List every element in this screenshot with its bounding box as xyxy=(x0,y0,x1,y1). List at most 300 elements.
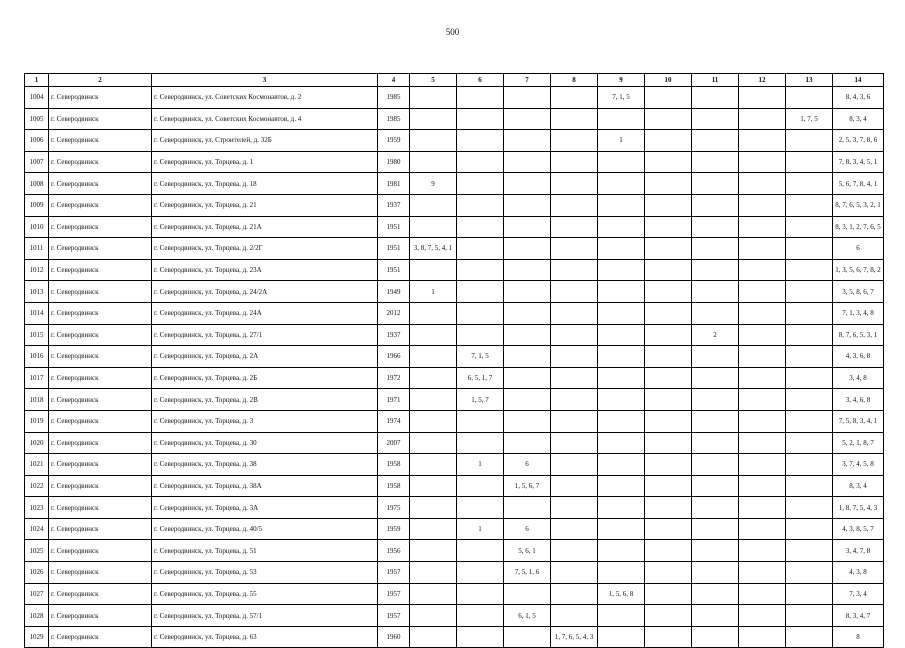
col-12-cell xyxy=(739,432,786,454)
col-5-cell: 3, 8, 7, 5, 4, 1 xyxy=(410,238,457,260)
column-header: 12 xyxy=(739,74,786,87)
col-9-cell: 1, 5, 6, 8 xyxy=(598,583,645,605)
col-6-cell xyxy=(457,87,504,109)
col-14-cell: 8 xyxy=(833,626,884,648)
col-9-cell xyxy=(598,475,645,497)
col-11-cell xyxy=(692,259,739,281)
col-7-cell xyxy=(504,497,551,519)
col-9-cell xyxy=(598,259,645,281)
table-row xyxy=(25,454,884,476)
col-5-cell xyxy=(410,432,457,454)
col-12-cell xyxy=(739,216,786,238)
col-11-cell xyxy=(692,626,739,648)
year-cell: 1958 xyxy=(378,454,410,476)
column-header: 2 xyxy=(49,74,152,87)
col-11-cell xyxy=(692,173,739,195)
col-8-cell xyxy=(551,518,598,540)
col-9-cell xyxy=(598,302,645,324)
table-row xyxy=(25,497,884,519)
col-12-cell xyxy=(739,194,786,216)
col-13-cell xyxy=(786,432,833,454)
col-9-cell xyxy=(598,324,645,346)
locality-cell: г. Северодвинск xyxy=(49,497,152,519)
col-13-cell xyxy=(786,194,833,216)
col-9-cell xyxy=(598,497,645,519)
address-cell: г. Северодвинск, ул. Торцева, д. 24/2А xyxy=(152,281,378,303)
col-10-cell xyxy=(645,432,692,454)
col-12-cell xyxy=(739,87,786,109)
col-9-cell xyxy=(598,410,645,432)
record-number-cell: 1012 xyxy=(25,259,49,281)
record-number-cell: 1020 xyxy=(25,432,49,454)
address-cell: г. Северодвинск, ул. Советских Космонавтов, д. 2 xyxy=(152,87,378,109)
address-cell: г. Северодвинск, ул. Торцева, д. 38 xyxy=(152,454,378,476)
table-row xyxy=(25,130,884,152)
col-13-cell xyxy=(786,281,833,303)
locality-cell: г. Северодвинск xyxy=(49,346,152,368)
address-cell: г. Северодвинск, ул. Торцева, д. 40/5 xyxy=(152,518,378,540)
col-8-cell xyxy=(551,367,598,389)
locality-cell: г. Северодвинск xyxy=(49,367,152,389)
locality-cell: г. Северодвинск xyxy=(49,238,152,260)
col-10-cell xyxy=(645,410,692,432)
year-cell: 1949 xyxy=(378,281,410,303)
table-row xyxy=(25,410,884,432)
col-9-cell xyxy=(598,346,645,368)
col-7-cell: 6, 1, 5 xyxy=(504,605,551,627)
col-10-cell xyxy=(645,346,692,368)
col-7-cell xyxy=(504,281,551,303)
col-13-cell xyxy=(786,497,833,519)
address-cell: г. Северодвинск, ул. Торцева, д. 18 xyxy=(152,173,378,195)
col-12-cell xyxy=(739,540,786,562)
col-6-cell: 6, 5, 1, 7 xyxy=(457,367,504,389)
col-5-cell xyxy=(410,605,457,627)
col-9-cell xyxy=(598,389,645,411)
address-cell: г. Северодвинск, ул. Торцева, д. 30 xyxy=(152,432,378,454)
col-8-cell xyxy=(551,454,598,476)
locality-cell: г. Северодвинск xyxy=(49,216,152,238)
record-number-cell: 1008 xyxy=(25,173,49,195)
col-11-cell xyxy=(692,410,739,432)
col-11-cell xyxy=(692,216,739,238)
col-14-cell: 8, 7, 6, 5, 3, 2, 1 xyxy=(833,194,884,216)
col-12-cell xyxy=(739,518,786,540)
col-7-cell: 1, 5, 6, 7 xyxy=(504,475,551,497)
table-row xyxy=(25,216,884,238)
col-9-cell xyxy=(598,540,645,562)
col-10-cell xyxy=(645,518,692,540)
col-8-cell xyxy=(551,562,598,584)
col-6-cell xyxy=(457,475,504,497)
col-6-cell xyxy=(457,583,504,605)
col-10-cell xyxy=(645,173,692,195)
col-13-cell xyxy=(786,367,833,389)
locality-cell: г. Северодвинск xyxy=(49,281,152,303)
col-7-cell: 5, 6, 1 xyxy=(504,540,551,562)
col-6-cell xyxy=(457,259,504,281)
col-7-cell: 7, 5, 1, 6 xyxy=(504,562,551,584)
col-5-cell: 1 xyxy=(410,281,457,303)
year-cell: 1960 xyxy=(378,626,410,648)
col-6-cell xyxy=(457,497,504,519)
col-10-cell xyxy=(645,108,692,130)
column-header: 10 xyxy=(645,74,692,87)
locality-cell: г. Северодвинск xyxy=(49,562,152,584)
year-cell: 1971 xyxy=(378,389,410,411)
table-row xyxy=(25,626,884,648)
record-number-cell: 1019 xyxy=(25,410,49,432)
col-12-cell xyxy=(739,583,786,605)
col-13-cell xyxy=(786,626,833,648)
table-row xyxy=(25,346,884,368)
year-cell: 1957 xyxy=(378,583,410,605)
col-6-cell xyxy=(457,562,504,584)
col-11-cell xyxy=(692,302,739,324)
year-cell: 1981 xyxy=(378,173,410,195)
col-10-cell xyxy=(645,324,692,346)
address-cell: г. Северодвинск, ул. Торцева, д. 1 xyxy=(152,151,378,173)
col-7-cell xyxy=(504,238,551,260)
col-8-cell xyxy=(551,432,598,454)
col-12-cell xyxy=(739,238,786,260)
col-14-cell: 3, 5, 8, 6, 7 xyxy=(833,281,884,303)
col-8-cell xyxy=(551,410,598,432)
col-11-cell xyxy=(692,346,739,368)
year-cell: 1958 xyxy=(378,475,410,497)
col-8-cell xyxy=(551,87,598,109)
locality-cell: г. Северодвинск xyxy=(49,173,152,195)
col-8-cell: 1, 7, 6, 5, 4, 3 xyxy=(551,626,598,648)
locality-cell: г. Северодвинск xyxy=(49,518,152,540)
col-13-cell xyxy=(786,238,833,260)
address-cell: г. Северодвинск, ул. Торцева, д. 63 xyxy=(152,626,378,648)
col-11-cell xyxy=(692,389,739,411)
record-number-cell: 1009 xyxy=(25,194,49,216)
col-12-cell xyxy=(739,130,786,152)
col-5-cell xyxy=(410,259,457,281)
col-13-cell xyxy=(786,87,833,109)
address-cell: г. Северодвинск, ул. Торцева, д. 23А xyxy=(152,259,378,281)
record-number-cell: 1029 xyxy=(25,626,49,648)
col-7-cell xyxy=(504,346,551,368)
col-9-cell: 7, 1, 5 xyxy=(598,87,645,109)
column-header: 6 xyxy=(457,74,504,87)
col-10-cell xyxy=(645,540,692,562)
col-6-cell xyxy=(457,324,504,346)
col-11-cell xyxy=(692,367,739,389)
col-12-cell xyxy=(739,259,786,281)
address-cell: г. Северодвинск, ул. Торцева, д. 57/1 xyxy=(152,605,378,627)
year-cell: 1985 xyxy=(378,87,410,109)
col-14-cell: 5, 6, 7, 8, 4, 1 xyxy=(833,173,884,195)
table-row xyxy=(25,324,884,346)
record-number-cell: 1023 xyxy=(25,497,49,519)
col-13-cell xyxy=(786,130,833,152)
locality-cell: г. Северодвинск xyxy=(49,626,152,648)
col-7-cell xyxy=(504,216,551,238)
col-9-cell xyxy=(598,562,645,584)
col-7-cell xyxy=(504,87,551,109)
record-number-cell: 1011 xyxy=(25,238,49,260)
col-11-cell xyxy=(692,151,739,173)
address-cell: г. Северодвинск, ул. Торцева, д. 21 xyxy=(152,194,378,216)
table-row xyxy=(25,281,884,303)
col-11-cell: 2 xyxy=(692,324,739,346)
locality-cell: г. Северодвинск xyxy=(49,194,152,216)
col-10-cell xyxy=(645,605,692,627)
col-8-cell xyxy=(551,475,598,497)
table-row xyxy=(25,302,884,324)
col-8-cell xyxy=(551,540,598,562)
column-header: 5 xyxy=(410,74,457,87)
col-13-cell xyxy=(786,346,833,368)
col-13-cell xyxy=(786,475,833,497)
col-6-cell xyxy=(457,410,504,432)
col-14-cell: 7, 1, 3, 4, 8 xyxy=(833,302,884,324)
col-6-cell xyxy=(457,540,504,562)
col-7-cell xyxy=(504,410,551,432)
address-cell: г. Северодвинск, ул. Торцева, д. 2А xyxy=(152,346,378,368)
col-9-cell xyxy=(598,605,645,627)
col-12-cell xyxy=(739,605,786,627)
col-10-cell xyxy=(645,454,692,476)
col-8-cell xyxy=(551,194,598,216)
col-11-cell xyxy=(692,540,739,562)
year-cell: 1937 xyxy=(378,324,410,346)
table-row xyxy=(25,259,884,281)
col-5-cell xyxy=(410,540,457,562)
col-10-cell xyxy=(645,302,692,324)
col-11-cell xyxy=(692,281,739,303)
year-cell: 1974 xyxy=(378,410,410,432)
record-number-cell: 1004 xyxy=(25,87,49,109)
year-cell: 1959 xyxy=(378,130,410,152)
address-cell: г. Северодвинск, ул. Торцева, д. 2/2Г xyxy=(152,238,378,260)
col-6-cell xyxy=(457,173,504,195)
table-row xyxy=(25,108,884,130)
col-5-cell xyxy=(410,475,457,497)
col-6-cell xyxy=(457,151,504,173)
col-10-cell xyxy=(645,389,692,411)
col-5-cell xyxy=(410,497,457,519)
col-14-cell: 3, 4, 8 xyxy=(833,367,884,389)
col-11-cell xyxy=(692,87,739,109)
col-6-cell: 1 xyxy=(457,518,504,540)
year-cell: 1957 xyxy=(378,605,410,627)
col-14-cell: 8, 3, 1, 2, 7, 6, 5 xyxy=(833,216,884,238)
col-8-cell xyxy=(551,302,598,324)
table-row xyxy=(25,389,884,411)
record-number-cell: 1024 xyxy=(25,518,49,540)
locality-cell: г. Северодвинск xyxy=(49,410,152,432)
locality-cell: г. Северодвинск xyxy=(49,302,152,324)
col-8-cell xyxy=(551,238,598,260)
col-8-cell xyxy=(551,346,598,368)
col-5-cell xyxy=(410,454,457,476)
col-13-cell xyxy=(786,562,833,584)
col-13-cell xyxy=(786,151,833,173)
col-12-cell xyxy=(739,367,786,389)
col-12-cell xyxy=(739,410,786,432)
col-14-cell: 3, 4, 7, 8 xyxy=(833,540,884,562)
column-header: 8 xyxy=(551,74,598,87)
locality-cell: г. Северодвинск xyxy=(49,324,152,346)
record-number-cell: 1016 xyxy=(25,346,49,368)
column-header: 13 xyxy=(786,74,833,87)
table-row xyxy=(25,367,884,389)
locality-cell: г. Северодвинск xyxy=(49,259,152,281)
col-9-cell xyxy=(598,454,645,476)
col-11-cell xyxy=(692,130,739,152)
table-row xyxy=(25,540,884,562)
col-12-cell xyxy=(739,281,786,303)
col-5-cell xyxy=(410,194,457,216)
record-number-cell: 1017 xyxy=(25,367,49,389)
col-13-cell xyxy=(786,605,833,627)
column-header: 3 xyxy=(152,74,378,87)
col-5-cell xyxy=(410,367,457,389)
address-cell: г. Северодвинск, ул. Торцева, д. 3 xyxy=(152,410,378,432)
col-14-cell: 4, 3, 8, 5, 7 xyxy=(833,518,884,540)
col-10-cell xyxy=(645,281,692,303)
record-number-cell: 1028 xyxy=(25,605,49,627)
col-8-cell xyxy=(551,130,598,152)
col-5-cell xyxy=(410,562,457,584)
locality-cell: г. Северодвинск xyxy=(49,87,152,109)
col-8-cell xyxy=(551,151,598,173)
col-9-cell: 1 xyxy=(598,130,645,152)
col-9-cell xyxy=(598,108,645,130)
address-cell: г. Северодвинск, ул. Строителей, д. 32Б xyxy=(152,130,378,152)
col-10-cell xyxy=(645,216,692,238)
col-14-cell: 7, 8, 3, 4, 5, 1 xyxy=(833,151,884,173)
col-14-cell: 8, 4, 3, 6 xyxy=(833,87,884,109)
column-header: 4 xyxy=(378,74,410,87)
col-14-cell: 7, 5, 8, 3, 4, 1 xyxy=(833,410,884,432)
col-10-cell xyxy=(645,259,692,281)
col-12-cell xyxy=(739,302,786,324)
column-header: 9 xyxy=(598,74,645,87)
table-row xyxy=(25,151,884,173)
col-9-cell xyxy=(598,194,645,216)
col-10-cell xyxy=(645,475,692,497)
locality-cell: г. Северодвинск xyxy=(49,130,152,152)
col-9-cell xyxy=(598,151,645,173)
col-7-cell xyxy=(504,583,551,605)
col-14-cell: 1, 8, 7, 5, 4, 3 xyxy=(833,497,884,519)
record-number-cell: 1006 xyxy=(25,130,49,152)
col-13-cell xyxy=(786,324,833,346)
column-header: 11 xyxy=(692,74,739,87)
col-7-cell xyxy=(504,151,551,173)
year-cell: 1980 xyxy=(378,151,410,173)
col-7-cell xyxy=(504,626,551,648)
col-8-cell xyxy=(551,108,598,130)
col-12-cell xyxy=(739,497,786,519)
col-6-cell xyxy=(457,605,504,627)
col-5-cell xyxy=(410,87,457,109)
col-8-cell xyxy=(551,259,598,281)
col-7-cell xyxy=(504,173,551,195)
col-14-cell: 8, 3, 4, 7 xyxy=(833,605,884,627)
record-number-cell: 1010 xyxy=(25,216,49,238)
col-14-cell: 8, 3, 4 xyxy=(833,475,884,497)
col-5-cell xyxy=(410,518,457,540)
col-9-cell xyxy=(598,173,645,195)
col-12-cell xyxy=(739,108,786,130)
address-cell: г. Северодвинск, ул. Торцева, д. 3А xyxy=(152,497,378,519)
record-number-cell: 1018 xyxy=(25,389,49,411)
table-row xyxy=(25,87,884,109)
record-number-cell: 1021 xyxy=(25,454,49,476)
record-number-cell: 1013 xyxy=(25,281,49,303)
col-9-cell xyxy=(598,216,645,238)
col-5-cell xyxy=(410,583,457,605)
year-cell: 1951 xyxy=(378,238,410,260)
col-6-cell xyxy=(457,302,504,324)
col-9-cell xyxy=(598,518,645,540)
col-13-cell xyxy=(786,454,833,476)
col-6-cell xyxy=(457,238,504,260)
table-row xyxy=(25,475,884,497)
col-7-cell xyxy=(504,324,551,346)
col-9-cell xyxy=(598,626,645,648)
col-14-cell: 6 xyxy=(833,238,884,260)
col-9-cell xyxy=(598,238,645,260)
col-10-cell xyxy=(645,626,692,648)
col-13-cell xyxy=(786,173,833,195)
year-cell: 1957 xyxy=(378,562,410,584)
col-11-cell xyxy=(692,475,739,497)
locality-cell: г. Северодвинск xyxy=(49,108,152,130)
table-row xyxy=(25,562,884,584)
address-cell: г. Северодвинск, ул. Торцева, д. 38А xyxy=(152,475,378,497)
address-cell: г. Северодвинск, ул. Торцева, д. 24А xyxy=(152,302,378,324)
year-cell: 1937 xyxy=(378,194,410,216)
year-cell: 1959 xyxy=(378,518,410,540)
col-10-cell xyxy=(645,497,692,519)
column-header: 14 xyxy=(833,74,884,87)
col-12-cell xyxy=(739,324,786,346)
col-9-cell xyxy=(598,367,645,389)
col-11-cell xyxy=(692,518,739,540)
locality-cell: г. Северодвинск xyxy=(49,475,152,497)
table-body xyxy=(25,87,884,648)
col-8-cell xyxy=(551,216,598,238)
locality-cell: г. Северодвинск xyxy=(49,454,152,476)
col-8-cell xyxy=(551,583,598,605)
col-10-cell xyxy=(645,238,692,260)
col-6-cell xyxy=(457,432,504,454)
col-13-cell xyxy=(786,410,833,432)
col-9-cell xyxy=(598,281,645,303)
col-7-cell xyxy=(504,108,551,130)
col-13-cell xyxy=(786,302,833,324)
year-cell: 1951 xyxy=(378,259,410,281)
col-10-cell xyxy=(645,562,692,584)
col-11-cell xyxy=(692,108,739,130)
col-8-cell xyxy=(551,324,598,346)
table-row xyxy=(25,432,884,454)
col-10-cell xyxy=(645,583,692,605)
record-number-cell: 1022 xyxy=(25,475,49,497)
col-10-cell xyxy=(645,87,692,109)
col-7-cell xyxy=(504,302,551,324)
col-7-cell xyxy=(504,194,551,216)
col-5-cell xyxy=(410,151,457,173)
record-number-cell: 1014 xyxy=(25,302,49,324)
